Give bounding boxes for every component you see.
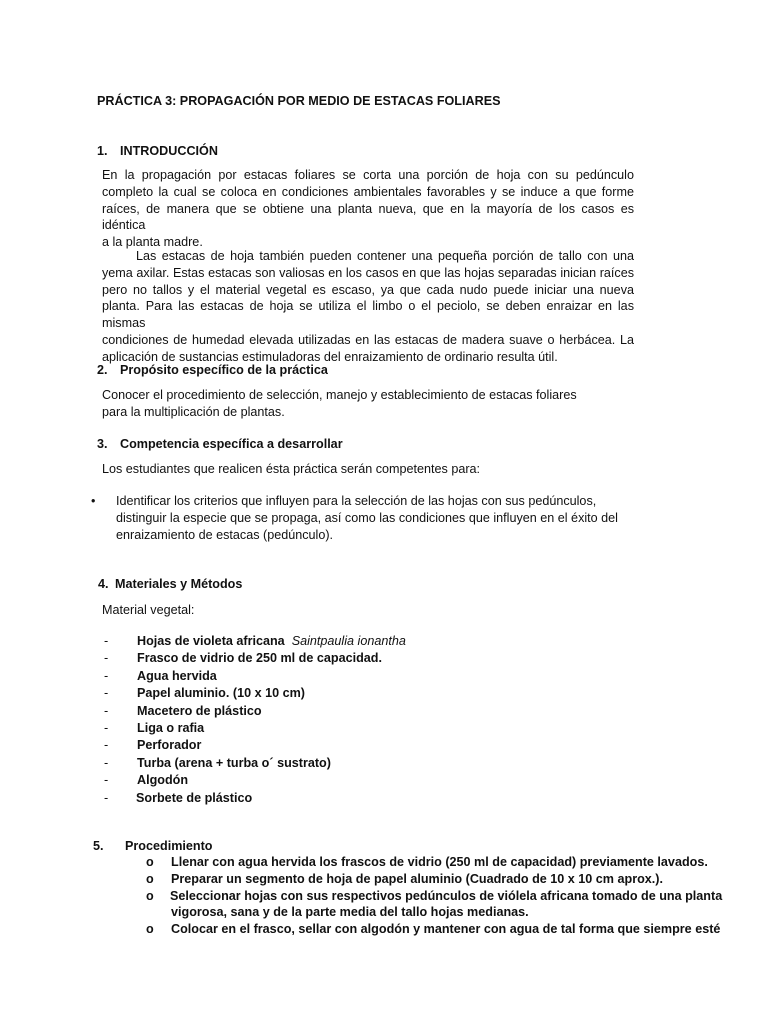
text-line: a la planta madre. (102, 235, 203, 250)
section-5-number: 5. (93, 839, 104, 853)
text-line: En la propagación por estacas foliares se corta una porción de hoja con su pedúnculo (102, 168, 634, 182)
intro-paragraph-1 (102, 167, 634, 251)
material-item: Sorbete de plástico (136, 790, 253, 805)
bullet-marker: o (146, 922, 154, 936)
page-title: PRÁCTICA 3: PROPAGACIÓN POR MEDIO DE ESTACAS FOLIARES (97, 94, 501, 108)
dash-marker: - (104, 773, 109, 788)
competence-bullet-text (116, 493, 656, 543)
text-line: yema axilar. Estas estacas son valiosas en los casos en que las hojas separadas inician raíces (102, 265, 634, 280)
section-1-heading: INTRODUCCIÓN (120, 144, 218, 158)
text-line: enraizamiento de estacas (pedúnculo). (116, 527, 334, 542)
procedure-step-continued: vigorosa, sana y de la parte media del tallo hojas medianas. (171, 905, 529, 919)
material-item-text: Hojas de violeta africana (137, 634, 285, 648)
intro-paragraph-2 (102, 248, 634, 366)
procedure-step: Colocar en el frasco, sellar con algodón y mantener con agua de tal forma que siempre esté (171, 922, 721, 936)
dash-marker: - (104, 755, 109, 770)
procedure-step: Preparar un segmento de hoja de papel aluminio (Cuadrado de 10 x 10 cm aprox.). (171, 872, 663, 886)
section-5-heading: Procedimiento (125, 839, 213, 853)
purpose-text (102, 387, 642, 421)
section-4-number: 4. (98, 577, 109, 591)
material-item (137, 633, 406, 650)
material-item: Papel aluminio. (10 x 10 cm) (137, 686, 305, 701)
procedure-step: Seleccionar hojas con sus respectivos pedúnculos de viólela africana tomado de una planta (170, 889, 723, 903)
material-item: Frasco de vidrio de 250 ml de capacidad. (137, 651, 382, 666)
text-line: pero no tallos y el material vegetal es escaso, ya que cada nudo puede iniciar una nueva (102, 282, 634, 297)
text-line: Identificar los criterios que influyen para la selección de las hojas con sus pedúnculos, (116, 494, 597, 508)
bullet-marker: o (146, 855, 154, 869)
section-3-heading: Competencia específica a desarrollar (120, 437, 343, 451)
dash-marker: - (104, 703, 109, 718)
text-line: para la multiplicación de plantas. (102, 404, 285, 419)
text-line: planta. Para las estacas de hoja se utiliza el limbo o el peciolo, se deben enraizar en las mismas (102, 299, 634, 331)
species-name: Saintpaulia ionantha (291, 634, 406, 648)
text-line: completo la cual se coloca en condiciones ambientales favorables y se induce a que forme (102, 184, 634, 199)
section-4-heading: Materiales y Métodos (115, 577, 243, 591)
bullet-marker: o (146, 889, 154, 903)
dash-marker: - (104, 790, 109, 805)
material-item: Algodón (137, 773, 189, 788)
section-2-number: 2. (97, 363, 108, 377)
material-item: Perforador (137, 738, 202, 753)
text-line: Conocer el procedimiento de selección, manejo y establecimiento de estacas foliares (102, 388, 577, 402)
text-line: condiciones de humedad elevada utilizadas en las estacas de madera suave o herbácea. La (102, 332, 634, 347)
material-item: Turba (arena + turba o´ sustrato) (137, 755, 331, 770)
procedure-step: Llenar con agua hervida los frascos de vidrio (250 ml de capacidad) previamente lavados. (171, 855, 708, 869)
dash-marker: - (104, 651, 109, 666)
bullet-marker: o (146, 872, 154, 886)
bullet-marker: • (91, 494, 96, 508)
dash-marker: - (104, 738, 109, 753)
material-item: Liga o rafia (137, 721, 205, 735)
material-item: Agua hervida (137, 668, 217, 683)
dash-marker: - (104, 721, 109, 735)
section-1-number: 1. (97, 144, 108, 158)
text-line: raíces, de manera que se obtiene una planta nueva, que en la mayoría de los casos es idéntica (102, 201, 634, 233)
text-line: Las estacas de hoja también pueden contener una pequeña porción de tallo con una (136, 249, 634, 263)
materials-subheading: Material vegetal: (102, 603, 195, 617)
text-line: distinguir la especie que se propaga, así como las condiciones que influyen en el éxito del (116, 510, 618, 525)
section-3-number: 3. (97, 437, 108, 451)
text-line: aplicación de sustancias estimuladoras del enraizamiento de ordinario resulta útil. (102, 349, 558, 364)
dash-marker: - (104, 686, 109, 701)
dash-marker: - (104, 634, 109, 648)
material-item: Macetero de plástico (137, 703, 262, 718)
dash-marker: - (104, 668, 109, 683)
section-2-heading: Propósito específico de la práctica (120, 363, 328, 377)
competence-lead: Los estudiantes que realicen ésta práctica serán competentes para: (102, 462, 481, 476)
